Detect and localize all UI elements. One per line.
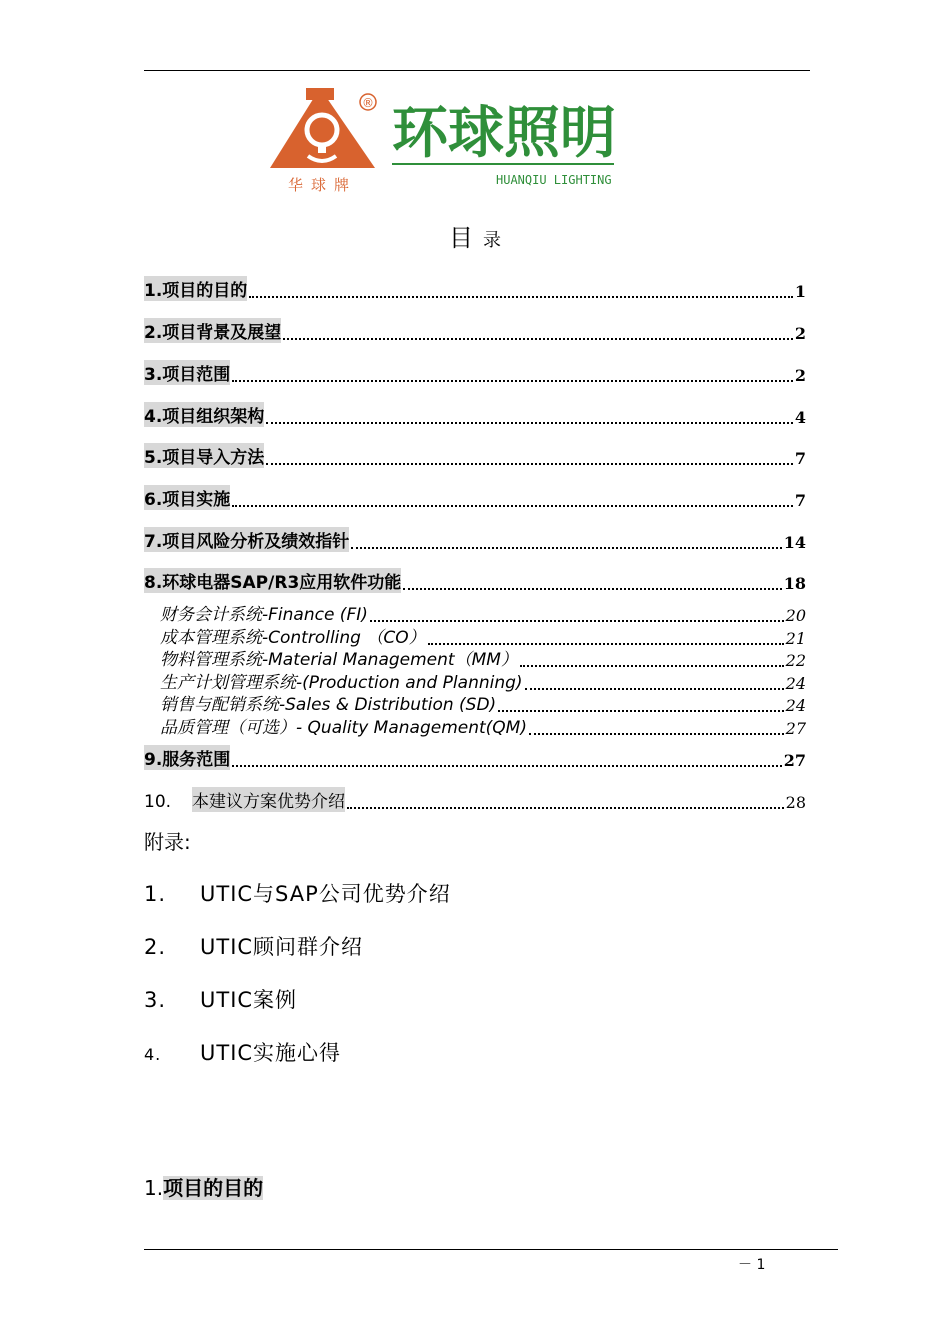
- sub-brand: 华球牌: [288, 176, 358, 194]
- toc-entry[interactable]: 1.项目的目的 1: [144, 276, 806, 301]
- toc-entry[interactable]: 2.项目背景及展望 2: [144, 318, 806, 343]
- toc-subentry[interactable]: 物料管理系统-Material Management（MM） 22: [160, 650, 806, 670]
- toc-entry[interactable]: 10. 本建议方案优势介绍 28: [144, 787, 806, 812]
- toc-subentry[interactable]: 成本管理系统-Controlling （CO） 21: [160, 628, 806, 648]
- appendix-item: 1. UTIC与SAP公司优势介绍: [144, 882, 451, 906]
- toc-entry[interactable]: 3.项目范围 2: [144, 360, 806, 385]
- appendix-item: 3. UTIC案例: [144, 988, 298, 1012]
- footer-rule: [144, 1249, 838, 1250]
- brand-english: HUANQIU LIGHTING: [496, 173, 612, 187]
- lamp-emblem-icon: [270, 88, 375, 168]
- toc-entry[interactable]: 5.项目导入方法 7: [144, 443, 806, 468]
- toc-title-secondary: 录: [483, 230, 501, 251]
- toc-entry[interactable]: 4.项目组织架构 4: [144, 402, 806, 427]
- page-number: － 1: [738, 1257, 766, 1273]
- appendix-item: 2. UTIC顾问群介绍: [144, 935, 364, 959]
- toc-entry[interactable]: 9.服务范围 27: [144, 745, 806, 770]
- header-rule: [144, 70, 810, 71]
- toc-subentry[interactable]: 财务会计系统-Finance (FI) 20: [160, 605, 806, 625]
- brand-name: 环球照明: [392, 101, 616, 166]
- toc-title: [0, 218, 950, 253]
- section-heading: 1.项目的目的: [144, 1176, 264, 1200]
- company-logo: [268, 86, 618, 198]
- toc-title-main: 目: [449, 224, 473, 252]
- toc-subentry[interactable]: 销售与配销系统-Sales & Distribution (SD) 24: [160, 695, 806, 715]
- toc-entry[interactable]: 6.项目实施 7: [144, 485, 806, 510]
- toc-subentry[interactable]: 品质管理（可选）- Quality Management(QM) 27: [160, 718, 806, 738]
- toc-entry[interactable]: 7.项目风险分析及绩效指针 14: [144, 527, 806, 552]
- appendix-item: 4. UTIC实施心得: [144, 1041, 342, 1065]
- toc-subentry[interactable]: 生产计划管理系统-(Production and Planning) 24: [160, 673, 806, 693]
- toc-entry[interactable]: 8.环球电器SAP/R3应用软件功能 18: [144, 568, 806, 593]
- appendix-title: 附录:: [144, 830, 191, 854]
- registered-mark: ®: [362, 96, 374, 110]
